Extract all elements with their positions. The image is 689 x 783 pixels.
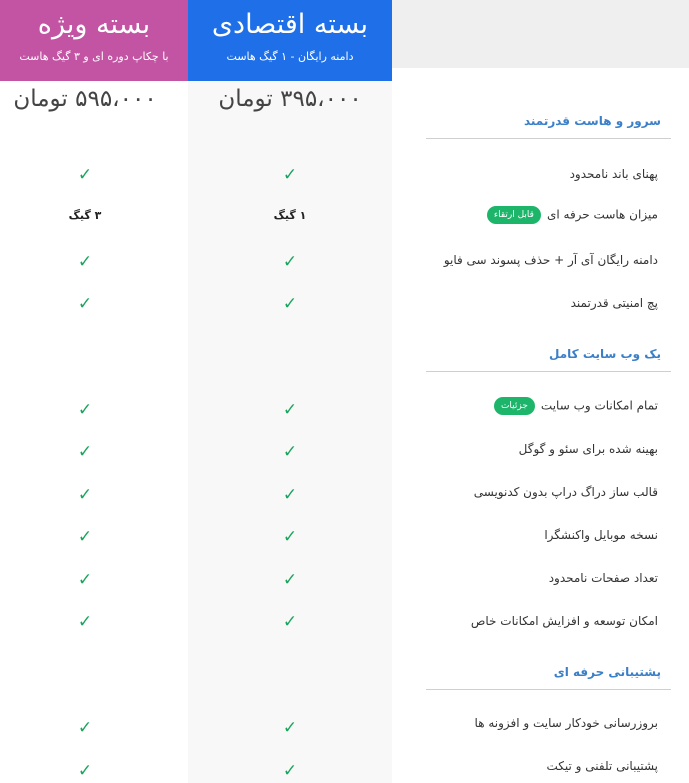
special-cell	[0, 295, 170, 313]
economic-cell	[188, 528, 392, 546]
feature-label: پشتیبانی تلفنی و تیکت	[546, 759, 658, 773]
feature-label: پچ امنیتی قدرتمند	[570, 296, 658, 310]
feature-drag-drop-builder	[398, 485, 658, 499]
special-cell	[0, 719, 170, 737]
check-icon: ✓	[282, 400, 298, 420]
economic-cell	[188, 166, 392, 184]
economic-cell	[188, 486, 392, 504]
check-icon: ✓	[282, 527, 298, 547]
section-divider	[426, 138, 671, 139]
special-cell	[0, 443, 170, 461]
check-icon: ✓	[77, 252, 93, 272]
economic-cell	[188, 719, 392, 737]
economic-cell	[188, 401, 392, 419]
special-cell	[0, 613, 170, 631]
special-cell	[0, 528, 170, 546]
feature-security-patch	[398, 296, 658, 310]
check-icon: ✓	[282, 612, 298, 632]
feature-free-domain	[398, 253, 658, 267]
feature-phone-ticket-support	[398, 759, 658, 773]
check-icon: ✓	[282, 761, 298, 781]
feature-label: بروزرسانی خودکار سایت و افزونه ها	[474, 716, 658, 730]
check-icon: ✓	[77, 718, 93, 738]
check-icon: ✓	[77, 612, 93, 632]
economic-cell	[188, 295, 392, 313]
check-icon: ✓	[282, 485, 298, 505]
feature-auto-update	[398, 716, 658, 730]
feature-unlimited-pages	[398, 571, 658, 585]
special-cell: ۳ گیگ	[68, 209, 102, 222]
special-cell	[0, 401, 170, 419]
feature-label: امکان توسعه و افزایش امکانات خاص	[470, 614, 658, 628]
special-plan-subtitle: با چکاپ دوره ای و ۳ گیگ هاست	[19, 50, 169, 63]
check-icon: ✓	[282, 718, 298, 738]
details-badge[interactable]: جزئیات	[494, 397, 535, 415]
features-header-blank	[392, 0, 689, 68]
special-plan-title: بسته ویژه	[37, 9, 151, 40]
economic-cell	[188, 253, 392, 271]
check-icon: ✓	[77, 570, 93, 590]
feature-host-size	[398, 206, 658, 224]
section-divider	[426, 689, 671, 690]
check-icon: ✓	[282, 442, 298, 462]
special-plan-header[interactable]	[0, 0, 188, 81]
economic-cell: ۱ گیگ	[273, 209, 307, 222]
feature-label: نسخه موبایل واکنشگرا	[544, 528, 658, 542]
check-icon: ✓	[77, 761, 93, 781]
economic-cell	[188, 571, 392, 589]
economic-plan-price: ۳۹۵،۰۰۰ تومان	[218, 86, 362, 112]
feature-label: قالب ساز دراگ دراپ بدون کدنویسی	[473, 485, 658, 499]
special-cell	[0, 486, 170, 504]
feature-seo-optimized	[398, 442, 658, 456]
feature-custom-development	[398, 614, 658, 628]
economic-plan-title: بسته اقتصادی	[211, 9, 369, 40]
feature-label: تمام امکانات وب سایت	[540, 398, 658, 413]
special-cell	[0, 166, 170, 184]
feature-label: تعداد صفحات نامحدود	[548, 571, 658, 585]
economic-plan-header[interactable]	[188, 0, 392, 81]
check-icon: ✓	[77, 400, 93, 420]
special-cell	[0, 253, 170, 271]
feature-unlimited-bandwidth	[398, 167, 658, 181]
section-title-website: یک وب سایت کامل	[549, 347, 661, 361]
check-icon: ✓	[77, 527, 93, 547]
economic-cell	[188, 613, 392, 631]
check-icon: ✓	[282, 570, 298, 590]
check-icon: ✓	[77, 485, 93, 505]
check-icon: ✓	[282, 252, 298, 272]
section-title-support: پشتیبانی حرفه ای	[553, 665, 661, 679]
feature-label: پهنای باند نامحدود	[569, 167, 658, 181]
check-icon: ✓	[77, 294, 93, 314]
check-icon: ✓	[282, 165, 298, 185]
check-icon: ✓	[77, 442, 93, 462]
economic-cell	[188, 443, 392, 461]
feature-label: میزان هاست حرفه ای	[546, 207, 658, 222]
special-plan-price: ۵۹۵،۰۰۰ تومان	[13, 86, 157, 112]
feature-label: دامنه رایگان آی آر + حذف پسوند سی فایو	[443, 253, 658, 267]
feature-label: بهینه شده برای سئو و گوگل	[518, 442, 658, 456]
economic-cell	[188, 762, 392, 780]
feature-all-website-features	[398, 397, 658, 415]
check-icon: ✓	[282, 294, 298, 314]
economic-plan-subtitle: دامنه رایگان - ۱ گیگ هاست	[226, 50, 354, 63]
section-title-server: سرور و هاست قدرتمند	[523, 114, 661, 128]
feature-responsive-mobile	[398, 528, 658, 542]
special-cell	[0, 762, 170, 780]
check-icon: ✓	[77, 165, 93, 185]
special-cell	[0, 571, 170, 589]
upgradable-badge[interactable]: قابل ارتقاء	[487, 206, 541, 224]
section-divider	[426, 371, 671, 372]
